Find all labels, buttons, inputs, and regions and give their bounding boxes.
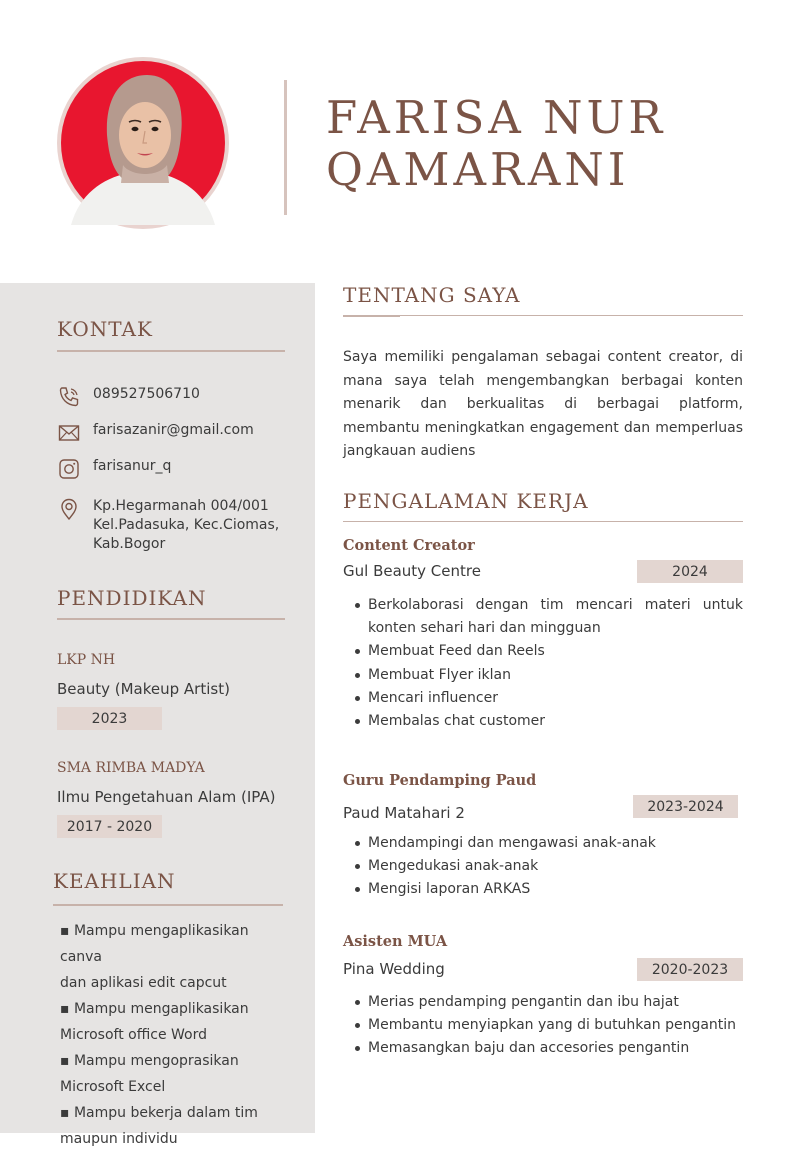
contact-email bbox=[57, 421, 254, 445]
education-heading: PENDIDIKAN bbox=[57, 586, 207, 610]
duty-item: Membalas chat customer bbox=[368, 710, 743, 733]
profile-photo bbox=[57, 57, 229, 229]
duty-item: Mencari influencer bbox=[368, 687, 743, 710]
job-years: 2023-2024 bbox=[633, 795, 738, 818]
address-line-3: Kab.Bogor bbox=[93, 536, 166, 552]
job-company: Gul Beauty Centre bbox=[343, 562, 481, 580]
person-illustration bbox=[61, 61, 225, 225]
duty-item: Mengisi laporan ARKAS bbox=[368, 878, 743, 901]
instagram-handle: farisanur_q bbox=[93, 458, 172, 474]
contact-phone bbox=[57, 385, 200, 409]
candidate-name bbox=[326, 92, 666, 196]
education-years: 2023 bbox=[57, 707, 162, 730]
email-icon bbox=[57, 421, 81, 445]
about-rule bbox=[343, 315, 743, 316]
job-company: Pina Wedding bbox=[343, 960, 445, 978]
contact-heading: KONTAK bbox=[57, 317, 153, 341]
education-field: Ilmu Pengetahuan Alam (IPA) bbox=[57, 788, 276, 806]
address-text bbox=[93, 497, 279, 554]
phone-number: 089527506710 bbox=[93, 386, 200, 402]
duty-item: Merias pendamping pengantin dan ibu hajat bbox=[368, 991, 743, 1014]
education-rule bbox=[57, 618, 285, 620]
job-years: 2020-2023 bbox=[637, 958, 743, 981]
about-rule-accent bbox=[343, 315, 400, 317]
job-duties bbox=[368, 991, 743, 1061]
duty-item: Mendampingi dan mengawasi anak-anak bbox=[368, 832, 743, 855]
address-line-2: Kel.Padasuka, Kec.Ciomas, bbox=[93, 517, 280, 533]
location-pin-icon bbox=[57, 497, 81, 521]
contact-rule bbox=[57, 350, 285, 352]
skill-item: ▪ Mampu mengaplikasikan Microsoft office Word bbox=[60, 1001, 249, 1043]
skill-item: ▪ Mampu bekerja dalam tim maupun individu bbox=[60, 1105, 258, 1147]
experience-heading: PENGALAMAN KERJA bbox=[343, 489, 589, 513]
duty-item: Membuat Feed dan Reels bbox=[368, 640, 743, 663]
skills-rule bbox=[53, 904, 283, 906]
contact-instagram bbox=[57, 457, 171, 481]
job-years: 2024 bbox=[637, 560, 743, 583]
skill-item: ▪ Mampu mengoprasikan Microsoft Excel bbox=[60, 1053, 239, 1095]
name-line-1: FARISA NUR bbox=[326, 91, 667, 144]
phone-icon bbox=[57, 385, 81, 409]
about-heading: TENTANG SAYA bbox=[343, 283, 521, 307]
education-school: LKP NH bbox=[57, 652, 116, 668]
education-years: 2017 - 2020 bbox=[57, 815, 162, 838]
education-field: Beauty (Makeup Artist) bbox=[57, 680, 230, 698]
job-duties bbox=[368, 832, 743, 902]
education-school: SMA RIMBA MADYA bbox=[57, 760, 205, 776]
job-duties bbox=[368, 594, 743, 733]
email-address: farisazanir@gmail.com bbox=[93, 422, 254, 438]
job-role: Guru Pendamping Paud bbox=[343, 772, 537, 789]
duty-item: Memasangkan baju dan accesories pengantin bbox=[368, 1037, 743, 1060]
skills-list bbox=[60, 918, 290, 1152]
job-role: Asisten MUA bbox=[343, 933, 448, 950]
job-company: Paud Matahari 2 bbox=[343, 804, 465, 822]
duty-item: Membuat Flyer iklan bbox=[368, 664, 743, 687]
duty-item: Berkolaborasi dengan tim mencari materi untuk konten sehari hari dan mingguan bbox=[368, 594, 743, 640]
job-role: Content Creator bbox=[343, 537, 475, 554]
instagram-icon bbox=[57, 457, 81, 481]
duty-item: Membantu menyiapkan yang di butuhkan pengantin bbox=[368, 1014, 743, 1037]
duty-item: Mengedukasi anak-anak bbox=[368, 855, 743, 878]
address-line-1: Kp.Hegarmanah 004/001 bbox=[93, 498, 269, 514]
about-text: Saya memiliki pengalaman sebagai content creator, di mana saya telah mengembangkan berbagai konten menarik dan berkualitas di berbagai platform, membantu meningkatkan engagement dan memperluas jangkauan audiens bbox=[343, 349, 743, 459]
skill-item: ▪ Mampu mengaplikasikan canva dan aplikasi edit capcut bbox=[60, 923, 249, 991]
skills-heading: KEAHLIAN bbox=[53, 869, 176, 893]
contact-address bbox=[57, 497, 279, 554]
name-line-2: QAMARANI bbox=[326, 143, 630, 196]
avatar bbox=[61, 61, 225, 225]
header-divider bbox=[284, 80, 287, 215]
experience-rule bbox=[343, 521, 743, 522]
